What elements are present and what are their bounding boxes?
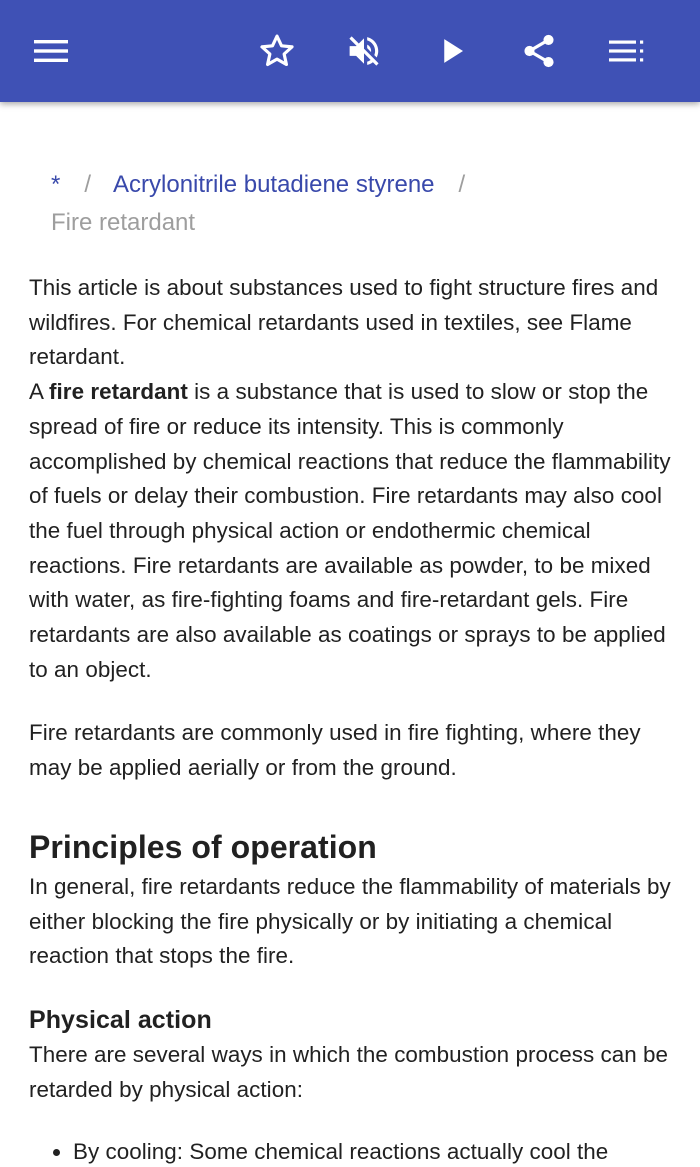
intro-term: fire retardant: [49, 379, 188, 405]
bookmark-button[interactable]: [247, 21, 307, 81]
playlist-icon: [609, 39, 645, 63]
hamburger-menu-icon: [34, 39, 68, 63]
paragraph: Fire retardants are commonly used in fire fighting, where they may be applied aerially or from the ground.: [29, 720, 641, 781]
breadcrumb: [51, 166, 671, 242]
share-button[interactable]: [509, 21, 569, 81]
play-button[interactable]: [423, 21, 483, 81]
star-outline-icon: [258, 32, 296, 70]
intro-text: is a substance that is used to slow or stop the spread of fire or reduce its intensity. This is commonly accomplished by chemical reactions that reduce the flammability of fuels or delay their combustion. Fire retardants may also cool the fuel through physical action or endothermic chemical reactions. Fire retardants are available as powder, to be mixed with water, as fire-fighting foams and fire-retardant gels. Fire retardants are also available as coatings or sprays to be applied to an object.: [29, 379, 671, 682]
subsection-paragraph: There are several ways in which the combustion process can be retarded by physical action:: [29, 1041, 669, 1102]
bullet-list: [29, 1135, 674, 1167]
intro-paragraph: [29, 375, 674, 687]
section-paragraph: In general, fire retardants reduce the flammability of materials by either blocking the fire physically or by initiating a chemical reaction that stops the fire.: [29, 873, 671, 969]
volume-off-icon: [345, 32, 383, 70]
menu-button[interactable]: [21, 21, 81, 81]
breadcrumb-separator: /: [84, 171, 92, 198]
breadcrumb-current: Fire retardant: [51, 209, 196, 236]
breadcrumb-separator: /: [458, 171, 466, 198]
breadcrumb-parent-link[interactable]: Acrylonitrile butadiene styrene: [113, 171, 435, 198]
list-item: • By cooling: Some chemical reactions actually cool the: [73, 1135, 674, 1167]
share-icon: [520, 32, 558, 70]
app-toolbar: [0, 0, 700, 102]
article-scroll-area[interactable]: [0, 102, 700, 1167]
subsection-heading: Physical action: [29, 1005, 212, 1034]
article-body: [29, 271, 674, 1167]
hatnote: This article is about substances used to fight structure fires and wildfires. For chemical retardants used in textiles, see Flame retardant.: [29, 275, 659, 370]
intro-prefix: A: [29, 379, 50, 405]
mute-button[interactable]: [334, 21, 394, 81]
play-icon: [438, 36, 468, 66]
breadcrumb-root-link[interactable]: *: [51, 171, 61, 198]
playlist-button[interactable]: [597, 21, 657, 81]
section-heading: Principles of operation: [29, 828, 377, 865]
